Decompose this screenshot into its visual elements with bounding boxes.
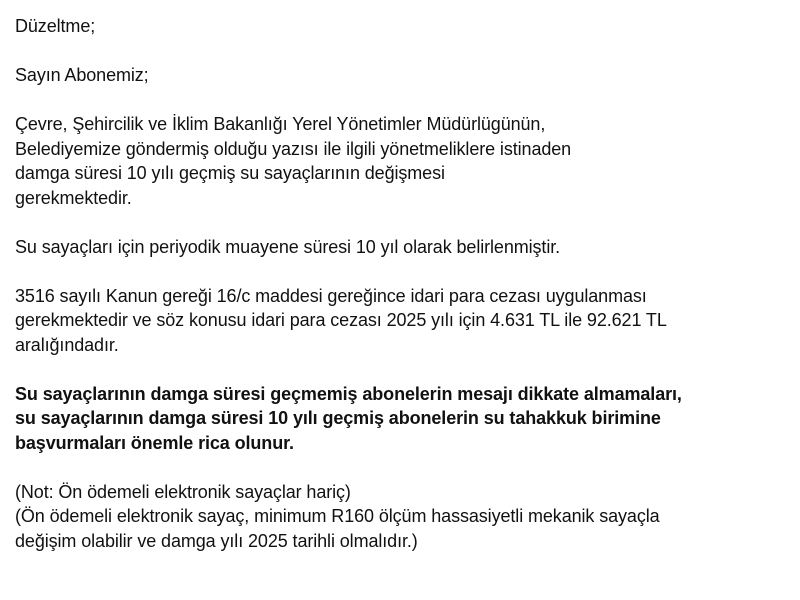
document-body [15, 14, 795, 578]
paragraph-line: su sayaçlarının damga süresi 10 yılı geçmiş abonelerin su tahakkuk birimine [15, 408, 661, 428]
paragraph-line: Çevre, Şehircilik ve İklim Bakanlığı Yerel Yönetimler Müdürlügünün, [15, 114, 546, 134]
paragraph-penalty [15, 284, 795, 358]
paragraph-line: aralığındadır. [15, 334, 119, 355]
heading-text: Düzeltme; [15, 16, 96, 36]
paragraph-line: Su sayaçlarının damga süresi geçmemiş abonelerin mesajı dikkate almamaları, [15, 383, 682, 404]
paragraph-line: Su sayaçları için periyodik muayene süresi 10 yıl olarak belirlenmiştir. [15, 236, 561, 257]
paragraph-note [15, 480, 795, 554]
paragraph-line: damga süresi 10 yılı geçmiş su sayaçlarının değişmesi [15, 163, 445, 183]
paragraph-regulation [15, 112, 795, 210]
paragraph-line: (Ön ödemeli elektronik sayaç, minimum R160 ölçüm hassasiyetli mekanik sayaçla [15, 506, 660, 526]
paragraph-notice-bold [15, 382, 795, 456]
paragraph-line: değişim olabilir ve damga yılı 2025 tarihli olmalıdır.) [15, 530, 418, 551]
paragraph-inspection-period [15, 235, 795, 260]
paragraph-line: gerekmektedir ve söz konusu idari para cezası 2025 yılı için 4.631 TL ile 92.621 TL [15, 310, 667, 330]
paragraph-line: başvurmaları önemle rica olunur. [15, 432, 294, 453]
salutation-text: Sayın Abonemiz; [15, 65, 149, 85]
paragraph-line: (Not: Ön ödemeli elektronik sayaçlar hariç) [15, 481, 351, 502]
heading [15, 14, 795, 39]
salutation [15, 63, 795, 88]
paragraph-line: Belediyemize göndermiş olduğu yazısı ile ilgili yönetmeliklere istinaden [15, 138, 572, 159]
paragraph-line: 3516 sayılı Kanun gereği 16/c maddesi gereğince idari para cezası uygulanması [15, 285, 647, 306]
paragraph-line: gerekmektedir. [15, 187, 132, 208]
